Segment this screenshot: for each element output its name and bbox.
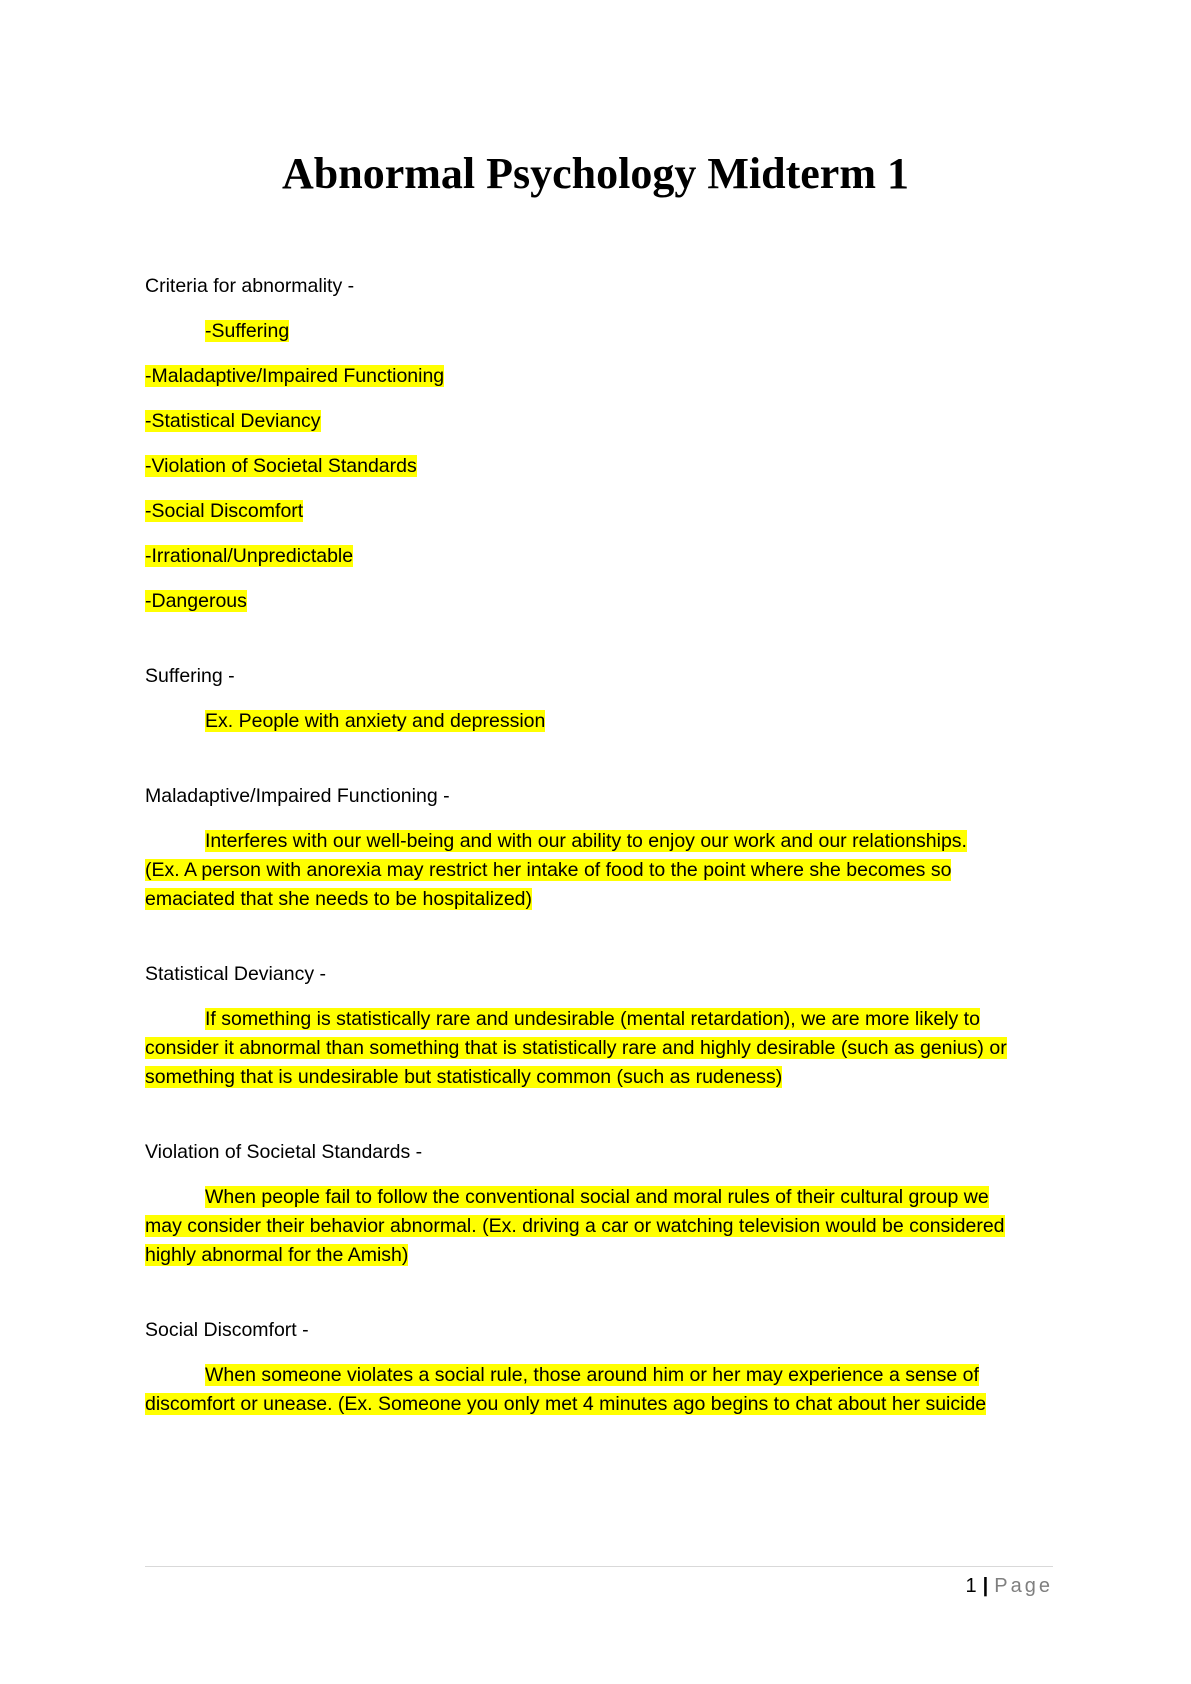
- section-body-maladaptive: [145, 827, 1045, 914]
- spacer: [145, 1108, 1045, 1138]
- criteria-item: [145, 407, 1045, 436]
- criteria-item: [145, 542, 1045, 571]
- highlighted-text: consider it abnormal than something that is statistically rare and highly desirable (such as genius) or: [145, 1037, 1007, 1059]
- section-line: [145, 1361, 1045, 1390]
- highlighted-text: Interferes with our well-being and with our ability to enjoy our work and our relationships.: [205, 830, 967, 852]
- criteria-heading: Criteria for abnormality -: [145, 275, 355, 297]
- highlighted-text: When people fail to follow the conventional social and moral rules of their cultural group we: [205, 1186, 989, 1208]
- criteria-item: [145, 362, 1045, 391]
- section-line: [145, 827, 1045, 856]
- spacer: [145, 752, 1045, 782]
- highlighted-text: something that is undesirable but statistically common (such as rudeness): [145, 1066, 783, 1088]
- highlighted-text: When someone violates a social rule, those around him or her may experience a sense of: [205, 1364, 979, 1386]
- spacer: [145, 632, 1045, 662]
- highlighted-text: -Maladaptive/Impaired Functioning: [145, 365, 445, 387]
- document-title: Abnormal Psychology Midterm 1: [282, 149, 909, 198]
- highlighted-text: -Violation of Societal Standards: [145, 455, 417, 477]
- footer-divider: [145, 1566, 1053, 1567]
- section-line: [145, 1241, 1045, 1270]
- section-line: [145, 1063, 1045, 1092]
- highlighted-text: discomfort or unease. (Ex. Someone you only met 4 minutes ago begins to chat about her suicide: [145, 1393, 987, 1415]
- highlighted-text: -Social Discomfort: [145, 500, 304, 522]
- highlighted-text: -Irrational/Unpredictable: [145, 545, 354, 567]
- criteria-item: [145, 452, 1045, 481]
- section-line: [145, 1390, 1045, 1419]
- highlighted-text: (Ex. A person with anorexia may restrict her intake of food to the point where she becomes so: [145, 859, 952, 881]
- highlighted-text: -Statistical Deviancy: [145, 410, 321, 432]
- highlighted-text: highly abnormal for the Amish): [145, 1244, 409, 1266]
- section-line: [145, 1034, 1045, 1063]
- section-line: [145, 885, 1045, 914]
- highlighted-text: Ex. People with anxiety and depression: [205, 710, 546, 732]
- document-body: [145, 272, 1045, 1435]
- page-footer: [966, 1572, 1053, 1600]
- section-heading-maladaptive: Maladaptive/Impaired Functioning -: [145, 785, 450, 807]
- criteria-item: [145, 587, 1045, 616]
- criteria-item: [145, 497, 1045, 526]
- section-line: [145, 856, 1045, 885]
- section-body-societal-standards: [145, 1183, 1045, 1270]
- section-heading-societal-standards: Violation of Societal Standards -: [145, 1141, 423, 1163]
- section-line: [145, 707, 1045, 736]
- section-line: [145, 1183, 1045, 1212]
- section-heading-statistical-deviancy: Statistical Deviancy -: [145, 963, 326, 985]
- section-heading-suffering: Suffering -: [145, 665, 235, 687]
- footer-separator: |: [982, 1575, 989, 1597]
- spacer: [145, 930, 1045, 960]
- section-body-social-discomfort: [145, 1361, 1045, 1419]
- section-body-statistical-deviancy: [145, 1005, 1045, 1092]
- criteria-item: [145, 317, 1045, 346]
- section-line: [145, 1005, 1045, 1034]
- highlighted-text: emaciated that she needs to be hospitalized): [145, 888, 533, 910]
- section-body-suffering: [145, 707, 1045, 736]
- highlighted-text: If something is statistically rare and undesirable (mental retardation), we are more likely to: [205, 1008, 980, 1030]
- spacer: [145, 1286, 1045, 1316]
- section-heading-social-discomfort: Social Discomfort -: [145, 1319, 309, 1341]
- page-label: Page: [994, 1575, 1053, 1597]
- highlighted-text: may consider their behavior abnormal. (Ex. driving a car or watching television would be considered: [145, 1215, 1005, 1237]
- highlighted-text: -Dangerous: [145, 590, 247, 612]
- section-line: [145, 1212, 1045, 1241]
- highlighted-text: -Suffering: [205, 320, 290, 342]
- page-number: 1: [965, 1575, 977, 1597]
